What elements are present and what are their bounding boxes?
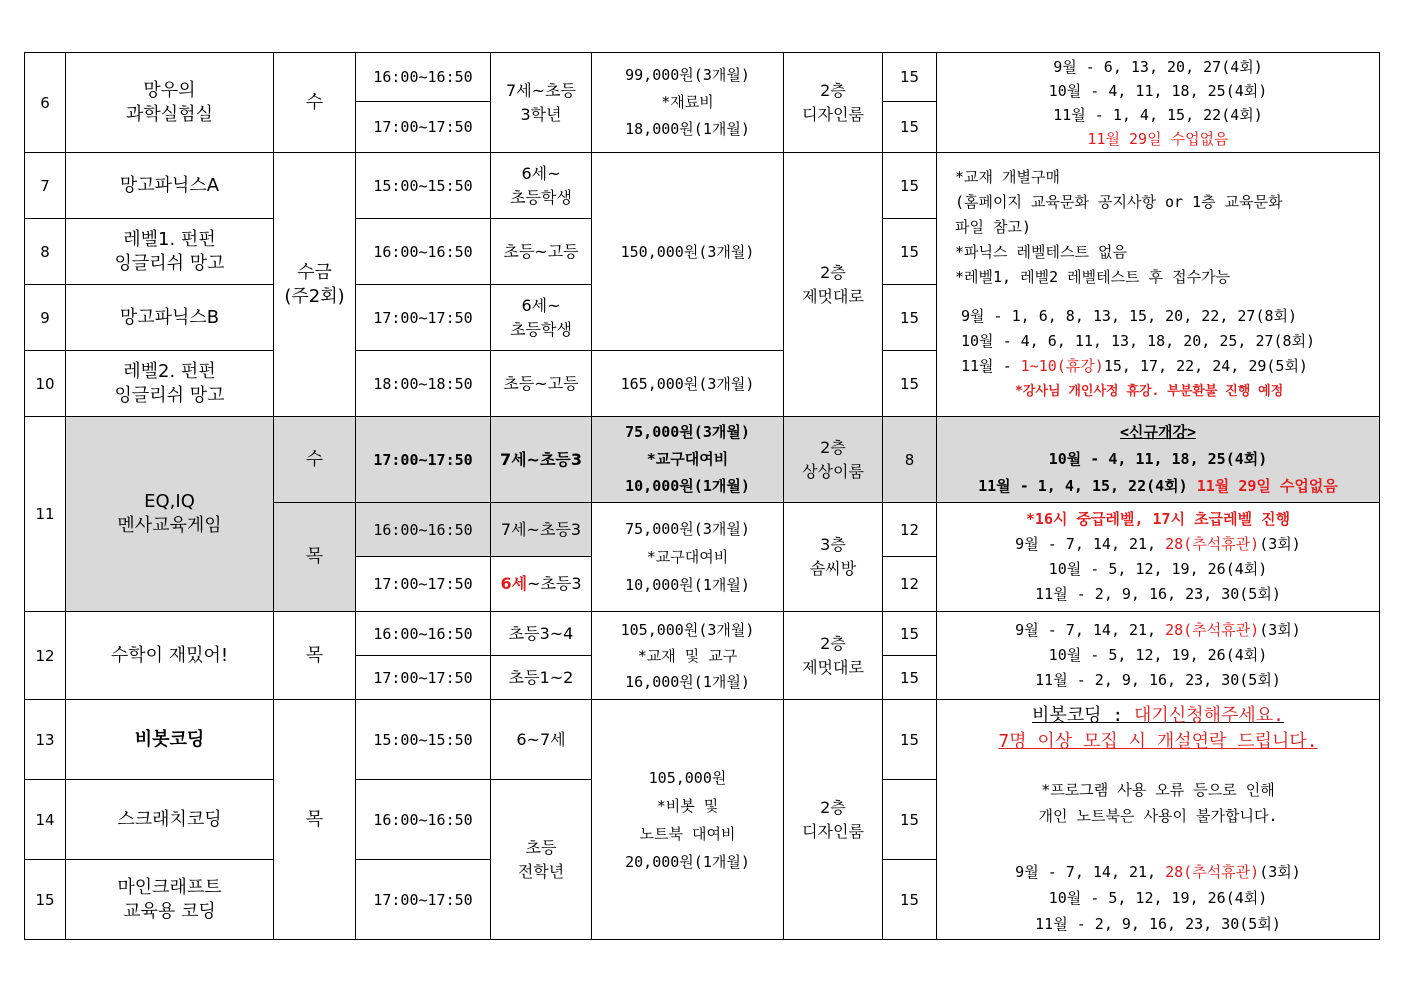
day-line: 수금 bbox=[297, 261, 332, 283]
age-line: 초등 bbox=[525, 837, 557, 857]
room-line: 3층 bbox=[820, 535, 846, 554]
note-spacer bbox=[940, 755, 1376, 777]
class-title: 망고파닉스B bbox=[66, 285, 274, 351]
fee-line: 16,000원(1개월) bbox=[625, 672, 750, 691]
note-line-heading: <신규개강> bbox=[1119, 423, 1197, 441]
note-line: 10월 - 5, 12, 19, 26(4회) bbox=[1048, 888, 1268, 907]
age-line: 6세~ bbox=[521, 295, 561, 315]
class-capacity: 12 bbox=[883, 503, 937, 557]
note-line: 11월 - 2, 9, 16, 23, 30(5회) bbox=[1035, 914, 1281, 933]
class-time: 16:00~16:50 bbox=[356, 219, 491, 285]
class-notes bbox=[937, 417, 1380, 503]
class-fee bbox=[592, 503, 784, 612]
class-capacity: 15 bbox=[883, 153, 937, 219]
note-segment-alert: 28(추석휴관) bbox=[1165, 621, 1260, 639]
fee-line: 105,000원 bbox=[648, 768, 727, 787]
class-fee bbox=[592, 53, 784, 153]
age-segment: ~초등3 bbox=[527, 574, 582, 593]
note-line: 9월 - 6, 13, 20, 27(4회) bbox=[1053, 57, 1263, 76]
note-line: 10월 - 5, 12, 19, 26(4회) bbox=[1048, 560, 1268, 578]
class-time: 17:00~17:50 bbox=[356, 557, 491, 612]
class-age bbox=[491, 285, 592, 351]
room-line: 제멋대로 bbox=[802, 286, 864, 306]
class-time: 16:00~16:50 bbox=[356, 53, 491, 102]
class-number: 6 bbox=[25, 53, 66, 153]
room-line: 상상이룸 bbox=[802, 461, 864, 481]
fee-line: *재료비 bbox=[661, 93, 714, 111]
class-room bbox=[784, 417, 883, 503]
class-capacity: 15 bbox=[883, 860, 937, 940]
note-segment: 11월 - bbox=[961, 357, 1021, 375]
note-line: *프로그램 사용 오류 등으로 인해 bbox=[1041, 780, 1275, 799]
note-segment: 비봇코딩 : bbox=[1031, 704, 1135, 726]
class-notes bbox=[937, 153, 1380, 417]
class-age: 초등~고등 bbox=[491, 219, 592, 285]
room-line: 2층 bbox=[820, 80, 846, 100]
class-time: 16:00~16:50 bbox=[356, 503, 491, 557]
note-segment: (3회) bbox=[1259, 862, 1301, 881]
note-line: *레벨1, 레벨2 레벨테스트 후 접수가능 bbox=[955, 268, 1231, 286]
room-line: 2층 bbox=[820, 797, 846, 817]
note-line bbox=[955, 354, 1376, 379]
note-spacer bbox=[940, 829, 1376, 859]
age-line: 초등학생 bbox=[510, 187, 572, 207]
note-segment: 9월 - 7, 14, 21, bbox=[1015, 621, 1166, 639]
class-title-line: 멘사교육게임 bbox=[117, 515, 222, 536]
class-number: 7 bbox=[25, 153, 66, 219]
note-line: *교재 개별구매 bbox=[955, 168, 1061, 186]
day-line: (주2회) bbox=[284, 285, 345, 307]
class-number: 8 bbox=[25, 219, 66, 285]
note-line: 11월 - 1, 4, 15, 22(4회) bbox=[1053, 105, 1263, 124]
class-title-line: 잉글리쉬 망고 bbox=[114, 384, 225, 406]
note-line bbox=[940, 703, 1376, 729]
class-fee bbox=[592, 417, 784, 503]
class-capacity: 15 bbox=[883, 285, 937, 351]
class-title-line: 잉글리쉬 망고 bbox=[114, 252, 225, 274]
class-number: 14 bbox=[25, 780, 66, 860]
fee-line: 노트북 대여비 bbox=[639, 824, 736, 843]
note-line-alert: *강사님 개인사정 휴강. 부분환불 진행 예정 bbox=[1015, 384, 1284, 399]
note-line: 개인 노트북은 사용이 불가합니다. bbox=[1038, 806, 1278, 825]
class-age: 7세~초등3 bbox=[491, 503, 592, 557]
note-line bbox=[940, 532, 1376, 557]
room-line: 2층 bbox=[820, 437, 846, 457]
class-room bbox=[784, 612, 883, 700]
class-notes bbox=[937, 612, 1380, 700]
room-line: 디자인룸 bbox=[802, 104, 864, 124]
class-number: 12 bbox=[25, 612, 66, 700]
class-room bbox=[784, 700, 883, 940]
fee-line: *교재 및 교구 bbox=[637, 646, 738, 665]
class-age: 초등1~2 bbox=[491, 656, 592, 700]
fee-line: 105,000원(3개월) bbox=[620, 620, 755, 639]
class-title-line: 레벨1. 펀펀 bbox=[123, 228, 216, 250]
class-capacity: 15 bbox=[883, 612, 937, 656]
class-capacity: 15 bbox=[883, 351, 937, 417]
room-line: 제멋대로 bbox=[802, 657, 864, 677]
class-title: 비봇코딩 bbox=[66, 700, 274, 780]
note-segment: (3회) bbox=[1259, 621, 1301, 639]
note-segment-alert: 28(추석휴관) bbox=[1165, 862, 1260, 881]
class-number: 13 bbox=[25, 700, 66, 780]
class-fee bbox=[592, 612, 784, 700]
age-line: 3학년 bbox=[520, 104, 562, 124]
note-segment: 15, 17, 22, 24, 29(5회) bbox=[1103, 357, 1308, 375]
note-segment-alert: 대기신청해주세요. bbox=[1134, 704, 1284, 726]
room-line: 2층 bbox=[820, 633, 846, 653]
class-title-line: 망우의 bbox=[143, 79, 196, 101]
note-line: 10월 - 4, 11, 18, 25(4회) bbox=[1048, 450, 1268, 468]
note-line: 11월 - 2, 9, 16, 23, 30(5회) bbox=[1035, 671, 1281, 689]
note-line-alert: *16시 중급레벨, 17시 초급레벨 진행 bbox=[1025, 510, 1291, 528]
fee-line: 10,000원(1개월) bbox=[625, 477, 750, 495]
fee-line: 10,000원(1개월) bbox=[625, 576, 750, 594]
class-number: 11 bbox=[25, 417, 66, 612]
class-title: 수학이 재밌어! bbox=[66, 612, 274, 700]
class-age bbox=[491, 557, 592, 612]
class-age: 초등3~4 bbox=[491, 612, 592, 656]
age-line: 초등학생 bbox=[510, 319, 572, 339]
class-time: 15:00~15:50 bbox=[356, 700, 491, 780]
note-segment-alert: 11월 29일 수업없음 bbox=[1196, 477, 1338, 495]
class-age bbox=[491, 53, 592, 153]
class-title bbox=[66, 219, 274, 285]
class-fee: 150,000원(3개월) bbox=[592, 153, 784, 351]
note-line-alert: 11월 29일 수업없음 bbox=[1087, 129, 1229, 148]
note-line bbox=[940, 859, 1376, 885]
age-line: 6세~ bbox=[521, 163, 561, 183]
note-line: 10월 - 4, 11, 18, 25(4회) bbox=[1048, 81, 1268, 100]
room-line: 2층 bbox=[820, 262, 846, 282]
class-age: 6~7세 bbox=[491, 700, 592, 780]
class-capacity: 15 bbox=[883, 780, 937, 860]
note-segment-alert: 1~10(휴강) bbox=[1020, 357, 1104, 375]
class-fee: 165,000원(3개월) bbox=[592, 351, 784, 417]
note-segment: 9월 - 7, 14, 21, bbox=[1015, 535, 1166, 553]
class-capacity: 15 bbox=[883, 53, 937, 102]
fee-line: *교구대여비 bbox=[646, 548, 729, 566]
fee-line: *교구대여비 bbox=[646, 450, 729, 468]
fee-line: 99,000원(3개월) bbox=[625, 66, 750, 84]
class-room bbox=[784, 53, 883, 153]
age-line: 전학년 bbox=[517, 861, 565, 881]
class-age bbox=[491, 780, 592, 940]
class-schedule-table bbox=[24, 52, 1380, 940]
class-day: 목 bbox=[274, 612, 356, 700]
class-time: 17:00~17:50 bbox=[356, 102, 491, 153]
class-title-line: 마인크래프트 bbox=[117, 876, 222, 898]
note-segment: (3회) bbox=[1259, 535, 1301, 553]
note-line: *파닉스 레벨테스트 없음 bbox=[955, 243, 1127, 261]
class-time: 18:00~18:50 bbox=[356, 351, 491, 417]
class-capacity: 15 bbox=[883, 656, 937, 700]
class-title-line: 과학실험실 bbox=[126, 103, 213, 125]
class-notes bbox=[937, 700, 1380, 940]
class-number: 9 bbox=[25, 285, 66, 351]
fee-line: 75,000원(3개월) bbox=[625, 423, 750, 441]
class-age: 7세~초등3 bbox=[491, 417, 592, 503]
class-time: 17:00~17:50 bbox=[356, 656, 491, 700]
class-time: 17:00~17:50 bbox=[356, 417, 491, 503]
fee-line: 20,000원(1개월) bbox=[625, 852, 750, 871]
note-spacer bbox=[955, 290, 1376, 304]
room-line: 디자인룸 bbox=[802, 821, 864, 841]
note-line bbox=[940, 618, 1376, 643]
class-capacity: 15 bbox=[883, 102, 937, 153]
class-number: 15 bbox=[25, 860, 66, 940]
note-line bbox=[940, 473, 1376, 500]
age-line: 7세~초등 bbox=[506, 80, 576, 100]
class-day: 수 bbox=[274, 53, 356, 153]
note-line: 11월 - 2, 9, 16, 23, 30(5회) bbox=[1035, 585, 1281, 603]
class-age: 초등~고등 bbox=[491, 351, 592, 417]
class-age bbox=[491, 153, 592, 219]
note-line: 10월 - 5, 12, 19, 26(4회) bbox=[1048, 646, 1268, 664]
class-title-line: EQ,IQ bbox=[144, 491, 195, 512]
class-day bbox=[274, 153, 356, 417]
class-title: 스크래치코딩 bbox=[66, 780, 274, 860]
note-line: 10월 - 4, 6, 11, 13, 18, 20, 25, 27(8회) bbox=[961, 332, 1316, 350]
note-segment: 11월 - 1, 4, 15, 22(4회) bbox=[978, 477, 1188, 495]
class-fee bbox=[592, 700, 784, 940]
class-notes bbox=[937, 503, 1380, 612]
note-segment-alert: 28(추석휴관) bbox=[1165, 535, 1260, 553]
class-time: 15:00~15:50 bbox=[356, 153, 491, 219]
class-time: 17:00~17:50 bbox=[356, 860, 491, 940]
note-line: 9월 - 1, 6, 8, 13, 15, 20, 22, 27(8회) bbox=[961, 307, 1298, 325]
class-capacity: 12 bbox=[883, 557, 937, 612]
class-day: 목 bbox=[274, 700, 356, 940]
class-day: 수 bbox=[274, 417, 356, 503]
class-title bbox=[66, 417, 274, 612]
note-line: 파일 참고) bbox=[955, 218, 1032, 236]
fee-line: 18,000원(1개월) bbox=[625, 120, 750, 138]
class-title-line: 레벨2. 펀펀 bbox=[123, 360, 216, 382]
note-line-alert: 7명 이상 모집 시 개설연락 드립니다. bbox=[998, 730, 1318, 752]
class-number: 10 bbox=[25, 351, 66, 417]
class-notes bbox=[937, 53, 1380, 153]
room-line: 솜씨방 bbox=[809, 559, 857, 578]
class-title bbox=[66, 53, 274, 153]
class-room bbox=[784, 153, 883, 417]
class-capacity: 15 bbox=[883, 700, 937, 780]
note-line: (홈페이지 교육문화 공지사항 or 1층 교육문화 bbox=[955, 193, 1283, 211]
class-capacity: 15 bbox=[883, 219, 937, 285]
class-time: 17:00~17:50 bbox=[356, 285, 491, 351]
class-title: 망고파닉스A bbox=[66, 153, 274, 219]
note-segment: 9월 - 7, 14, 21, bbox=[1015, 862, 1166, 881]
class-time: 16:00~16:50 bbox=[356, 612, 491, 656]
fee-line: *비봇 및 bbox=[656, 796, 719, 815]
class-title bbox=[66, 860, 274, 940]
class-title-line: 교육용 코딩 bbox=[123, 900, 216, 922]
class-time: 16:00~16:50 bbox=[356, 780, 491, 860]
fee-line: 75,000원(3개월) bbox=[625, 520, 750, 538]
age-segment-alert: 6세 bbox=[500, 574, 528, 593]
class-day: 목 bbox=[274, 503, 356, 612]
class-title bbox=[66, 351, 274, 417]
class-room bbox=[784, 503, 883, 612]
class-capacity: 8 bbox=[883, 417, 937, 503]
